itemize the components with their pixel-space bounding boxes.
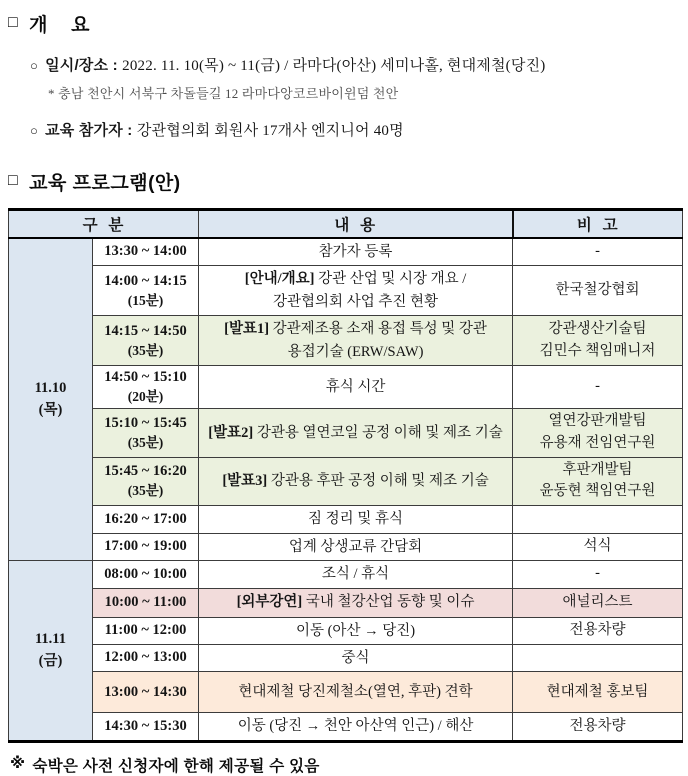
note-cell: - [513, 238, 683, 266]
content-cell: 중식 [199, 645, 513, 672]
content-cell: [발표1] 강관제조용 소재 용접 특성 및 강관 용접기술 (ERW/SAW) [199, 316, 513, 366]
schedule-row [9, 533, 683, 560]
content-cell: 현대제철 당진제철소(열연, 후판) 견학 [199, 672, 513, 713]
square-bullet-icon: □ [8, 13, 19, 31]
participants-separator: : [122, 122, 137, 139]
note-cell: 한국철강협회 [513, 266, 683, 316]
time-cell: 17:00 ~ 19:00 [93, 533, 199, 560]
time-cell: 12:00 ~ 13:00 [93, 645, 199, 672]
time-cell: 13:30 ~ 14:00 [93, 238, 199, 266]
table-header-row [9, 210, 683, 239]
content-cell: [안내/개요] 강관 산업 및 시장 개요 / 강관협의회 사업 추진 현황 [199, 266, 513, 316]
note-cell: 현대제철 홍보팀 [513, 672, 683, 713]
session-tag: [외부강연] [236, 594, 303, 611]
note-cell: - [513, 366, 683, 409]
schedule-row [9, 672, 683, 713]
content-cell: 짐 정리 및 휴식 [199, 506, 513, 533]
time-cell: 16:20 ~ 17:00 [93, 506, 199, 533]
duration-label: (20분) [127, 388, 164, 404]
schedule-row [9, 645, 683, 672]
time-cell: 10:00 ~ 11:00 [93, 588, 199, 617]
venue-address-note: * 충남 천안시 서북구 차돌들길 12 라마다앙코르바이윈덤 천안 [48, 86, 399, 101]
time-cell: 08:00 ~ 10:00 [93, 561, 199, 588]
session-tag: [안내/개요] [244, 271, 315, 288]
square-bullet-icon: □ [8, 171, 19, 189]
reference-mark-icon: ※ [10, 754, 26, 772]
day-date: 11.11 [34, 630, 67, 647]
content-cell: 이동 (당진 → 천안 아산역 인근) / 해산 [199, 713, 513, 741]
time-cell: 14:50 ~ 15:10 (20분) [93, 366, 199, 409]
note-cell: 애널리스트 [513, 588, 683, 617]
datetime-venue-label: 일시/장소 [45, 57, 109, 74]
note-cell [513, 506, 683, 533]
time-cell: 15:45 ~ 16:20 (35분) [93, 457, 199, 506]
overview-heading-text: 개 요 [29, 15, 90, 36]
duration-label: (35분) [127, 483, 164, 499]
content-cell: 휴식 시간 [199, 366, 513, 409]
note-cell: 석식 [513, 533, 683, 560]
participants-value: 강관협의회 회원사 17개사 엔지니어 40명 [136, 123, 404, 139]
schedule-row [9, 457, 683, 506]
content-cell: 이동 (아산 → 당진) [199, 617, 513, 644]
accommodation-footnote-text: 숙박은 사전 신청자에 한해 제공될 수 있음 [32, 757, 320, 775]
schedule-row [9, 713, 683, 741]
day-cell [9, 561, 93, 742]
program-heading [8, 168, 682, 195]
session-tag: [발표3] [222, 473, 268, 490]
note-cell: 전용차량 [513, 713, 683, 741]
schedule-row [9, 506, 683, 533]
content-cell: [발표3] 강관용 후판 공정 이해 및 제조 기술 [199, 457, 513, 506]
content-cell: [발표2] 강관용 열연코일 공정 이해 및 제조 기술 [199, 409, 513, 458]
time-cell: 15:10 ~ 15:45 (35분) [93, 409, 199, 458]
duration-label: (35분) [127, 434, 164, 450]
time-cell: 14:30 ~ 15:30 [93, 713, 199, 741]
datetime-venue-line [30, 54, 682, 75]
time-cell: 11:00 ~ 12:00 [93, 617, 199, 644]
time-cell: 14:15 ~ 14:50 (35분) [93, 316, 199, 366]
duration-label: (15분) [127, 292, 164, 308]
day-weekday: (금) [38, 652, 63, 669]
content-cell: 참가자 등록 [199, 238, 513, 266]
day-cell [9, 238, 93, 561]
time-cell: 14:00 ~ 14:15 (15분) [93, 266, 199, 316]
column-header-group: 구 분 [9, 210, 199, 239]
note-cell: 후판개발팀 윤동현 책임연구원 [513, 457, 683, 506]
note-cell: - [513, 561, 683, 588]
program-schedule-table [8, 208, 683, 743]
day-date: 11.10 [34, 379, 67, 396]
schedule-row [9, 561, 683, 588]
duration-label: (35분) [127, 342, 164, 358]
session-tag: [발표2] [208, 424, 254, 441]
schedule-row [9, 588, 683, 617]
column-header-note: 비 고 [513, 210, 683, 239]
note-cell: 강관생산기술팀 김민수 책임매니저 [513, 316, 683, 366]
participants-label: 교육 참가자 [45, 122, 123, 139]
program-heading-text: 교육 프로그램(안) [29, 173, 181, 194]
content-cell: 업계 상생교류 간담회 [199, 533, 513, 560]
note-cell: 열연강판개발팀 유용재 전임연구원 [513, 409, 683, 458]
time-cell: 13:00 ~ 14:30 [93, 672, 199, 713]
content-cell: [외부강연] 국내 철강산업 동향 및 이슈 [199, 588, 513, 617]
overview-heading [8, 10, 682, 37]
session-tag: [발표1] [224, 321, 270, 338]
column-header-content: 내 용 [199, 210, 513, 239]
schedule-row [9, 409, 683, 458]
datetime-venue-value: 2022. 11. 10(목) ~ 11(금) / 라마다(아산) 세미나홀, 현대제철(당진) [122, 58, 546, 74]
schedule-row [9, 366, 683, 409]
schedule-row [9, 238, 683, 266]
accommodation-footnote [10, 754, 682, 776]
note-cell: 전용차량 [513, 617, 683, 644]
note-cell [513, 645, 683, 672]
circle-bullet-icon: ○ [30, 123, 39, 138]
circle-bullet-icon: ○ [30, 58, 39, 73]
content-cell: 조식 / 휴식 [199, 561, 513, 588]
participants-line [30, 119, 682, 140]
schedule-row [9, 617, 683, 644]
schedule-row [9, 316, 683, 366]
schedule-row [9, 266, 683, 316]
datetime-venue-separator: : [108, 57, 123, 74]
day-weekday: (목) [38, 401, 63, 418]
